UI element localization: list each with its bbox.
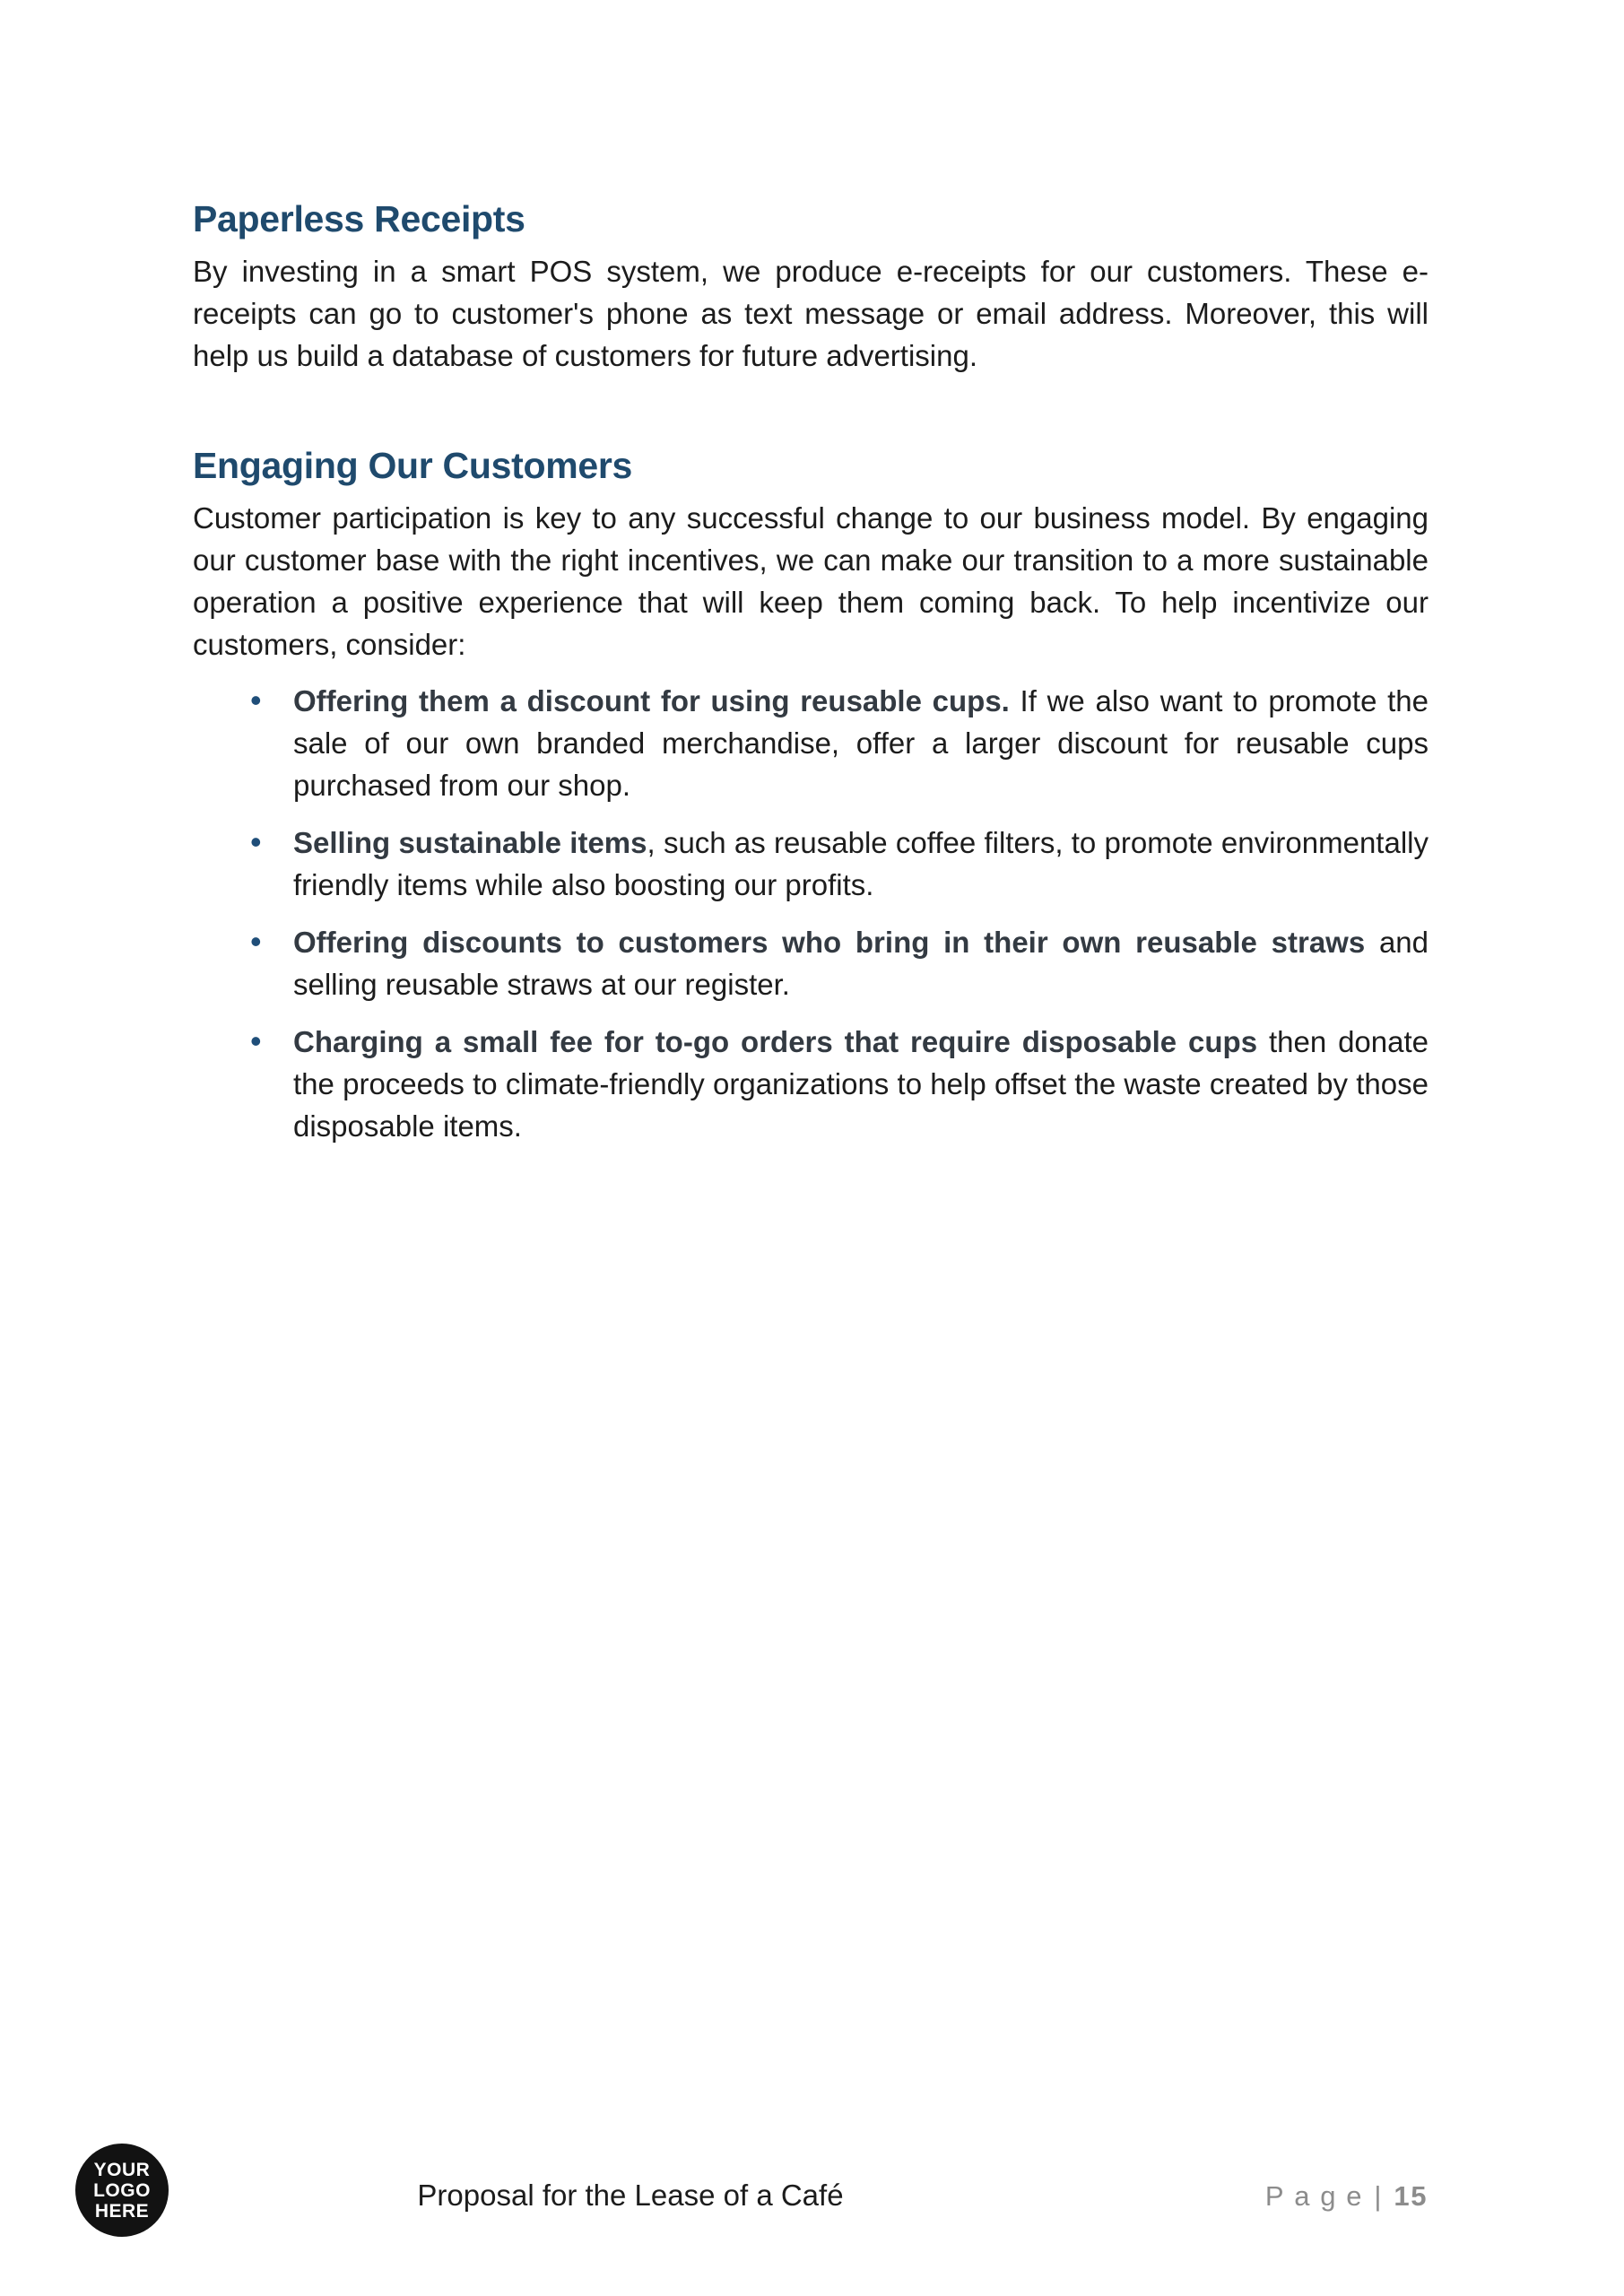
- bullet-dot-icon: •: [250, 1022, 262, 1059]
- bullet-lead-text: Charging a small fee for to-go orders that require disposable cups: [293, 1025, 1258, 1058]
- bullet-body-text: , such as reusable coffee filters, to promote environmentally friendly items while also boosting our profits.: [293, 826, 1429, 901]
- list-item: [193, 921, 1429, 1005]
- logo-line: YOUR: [93, 2159, 151, 2180]
- page-separator: |: [1374, 2180, 1382, 2212]
- logo-line: LOGO: [93, 2179, 151, 2201]
- incentives-bullet-list: [193, 680, 1429, 1147]
- list-item: [193, 1021, 1429, 1147]
- heading-engaging-customers: Engaging Our Customers: [193, 445, 633, 486]
- footer-document-title: Proposal for the Lease of a Café: [417, 2179, 844, 2212]
- footer-page-number: [1265, 2180, 1428, 2213]
- bullet-lead-text: Offering them a discount for using reusable cups.: [293, 684, 1010, 718]
- page-number-value: 15: [1394, 2180, 1428, 2212]
- paragraph-paperless-receipts: By investing in a smart POS system, we produce e-receipts for our customers. These e-receipts can go to customer's phone as text message or email address. Moreover, this will help us build a database of customers for future advertising.: [193, 255, 1429, 372]
- paragraph-engaging-customers: Customer participation is key to any successful change to our business model. By engaging our customer base with the right incentives, we can make our transition to a more sustainable operation a positive experience that will keep them coming back. To help incentivize our customers, consider:: [193, 501, 1429, 661]
- list-item: [193, 680, 1429, 806]
- logo-line: HERE: [94, 2200, 150, 2222]
- bullet-body-text: If we also want to promote the sale of our own branded merchandise, offer a larger discount for reusable cups purchased from our shop.: [293, 684, 1429, 802]
- page-label: Page: [1264, 2180, 1373, 2212]
- heading-paperless-receipts: Paperless Receipts: [193, 198, 525, 239]
- placeholder-logo: [75, 2144, 169, 2237]
- section-engaging-customers: [193, 443, 1429, 1147]
- bullet-dot-icon: •: [250, 823, 262, 860]
- page-content: [193, 196, 1429, 1147]
- bullet-lead-text: Selling sustainable items: [293, 826, 647, 859]
- list-item: [193, 822, 1429, 906]
- bullet-body-text: then donate the proceeds to climate-friendly organizations to help offset the waste created by those disposable items.: [293, 1025, 1429, 1143]
- section-paperless-receipts: [193, 196, 1429, 377]
- bullet-dot-icon: •: [250, 923, 262, 960]
- bullet-body-text: and selling reusable straws at our register.: [293, 926, 1429, 1001]
- bullet-dot-icon: •: [250, 682, 262, 718]
- bullet-lead-text: Offering discounts to customers who bring in their own reusable straws: [293, 926, 1366, 959]
